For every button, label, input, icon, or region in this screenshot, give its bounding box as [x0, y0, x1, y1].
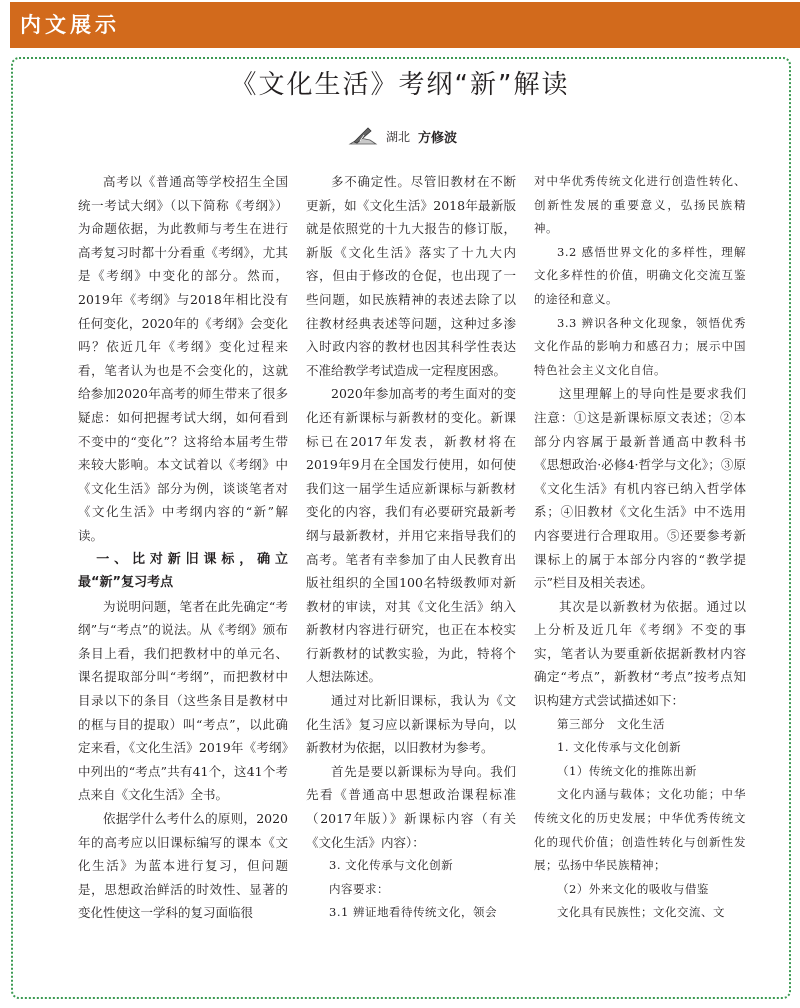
- paragraph: 这里理解上的导向性是要求我们注意：①这是新课标原文表述；②本部分内容属于最新普通高中教科书《思想政治·必修4·哲学与文化》；③原《文化生活》有机内容已纳入哲学体系；④旧教材《文化生活》中不选用内容要进行合理取用。⑤还要参考新课标上的属于本部分内容的“教学提示”栏目及相关表述。: [534, 386, 746, 591]
- paragraph: 其次是以新教材为依据。通过以上分析及近几年《考纲》不变的事实，笔者认为要重新依据新教材内容确定“考点”，新教材“考点”按考点知识构建方式尝试描述如下：: [534, 598, 746, 709]
- byline: [348, 125, 457, 147]
- outline-line: 第三部分 文化生活: [557, 716, 665, 731]
- quote-line: 3.1 辨证地看待传统文化，领会: [329, 905, 497, 920]
- quote-line: 3. 文化传承与文化创新: [329, 858, 454, 873]
- banner-bar: [10, 2, 800, 48]
- outline-line: 文化具有民族性；文化交流、文: [557, 905, 725, 920]
- quote-line: 内容要求：: [329, 881, 389, 896]
- outline-line: （1）传统文化的推陈出新: [557, 763, 697, 778]
- column-2: [306, 170, 516, 925]
- banner-label: 内文展示: [20, 13, 120, 37]
- article-title: 《文化生活》考纲“新”解读: [230, 70, 570, 100]
- paragraph: 首先是要以新课标为导向。我们先看《普通高中思想政治课程标准（2017年版）》新课标内容（有关《文化生活》内容）：: [306, 763, 516, 850]
- paragraph: 依据学什么考什么的原则，2020年的高考应以旧课标编写的课本《文化生活》为蓝本进行复习，但问题是，思想政治鲜活的时效性、显著的变化性使这一学科的复习面临很: [78, 811, 288, 921]
- quote-line: 对中华优秀传统文化进行创造性转化、创新性发展的重要意义，弘扬民族精神。: [534, 174, 746, 236]
- paragraph: 为说明问题，笔者在此先确定“考纲”与“考点”的说法。从《考纲》颁布条目上看，我们把教材中的单元名、课名提取部分叫“考纲”，而把教材中目录以下的条目（这些条目是教材中的框与目的提取）叫“考点”，以此确定来看，《文化生活》2019年《考纲》中列出的“考点”共有41个，这41个考点来自《文化生活》全书。: [78, 598, 288, 803]
- author-name: 方修波: [418, 130, 458, 146]
- column-1: [78, 170, 288, 925]
- paragraph: 高考以《普通高等学校招生全国统一考试大纲》（以下简称《考纲》）为命题依据，为此教师与考生在进行高考复习时都十分看重《考纲》，尤其是《考纲》中变化的部分。然而，2019年《考纲》与2018年相比没有任何变化，2020年的《考纲》会变化吗？依近几年《考纲》变化过程来看，笔者认为也是不会变化的，这就给参加2020年高考的师生带来了很多疑虑：如何把握考试大纲，如何看到不变中的“变化”？这将给本届考生带来较大影响。本文试着以《考纲》中《文化生活》部分为例，谈谈笔者对《文化生活》中考纲内容的“新”解读。: [78, 174, 288, 543]
- outline-line: 1. 文化传承与文化创新: [557, 740, 682, 755]
- paragraph: 多不确定性。尽管旧教材在不断更新，如《文化生活》2018年最新版就是依照党的十九大报告的修订版，新版《文化生活》落实了十九大内容，但由于修改的仓促，也出现了一些问题，如民族精神的表述去除了以往教材经典表述等问题，这种过多渗入时政内容的教材也因其科学性表达不准给教学考试造成一定程度困惑。: [306, 174, 516, 378]
- outline-line: （2）外来文化的吸收与借鉴: [557, 881, 709, 896]
- section-heading: 一、比对新旧课标，确立最“新”复习考点: [78, 551, 288, 591]
- quote-line: 3.2 感悟世界文化的多样性，理解文化多样性的价值，明确文化交流互鉴的途径和意义。: [534, 244, 746, 306]
- paragraph: 通过对比新旧课标，我认为《文化生活》复习应以新课标为导向，以新教材为依据，以旧教材为参考。: [306, 693, 516, 756]
- column-3: [534, 170, 746, 925]
- paragraph: 2020年参加高考的考生面对的变化还有新课标与新教材的变化。新课标已在2017年发表，新教材将在2019年9月在全国发行使用，如何使我们这一届学生适应新课标与新教材变化的内容，我们有必要研究最新考纲与最新教材，并用它来指导我们的高考。笔者有幸参加了由人民教育出版社组织的全国100名特级教师对新教材的审读，对其《文化生活》纳入新教材内容进行研究，也正在本校实行新教材的试教实验，为此，特将个人想法陈述。: [306, 386, 516, 685]
- outline-line: 文化内涵与载体；文化功能；中华传统文化的历史发展；中华优秀传统文化的现代价值；创造性转化与创新性发展；弘扬中华民族精神；: [534, 787, 746, 873]
- author-region: 湖北: [386, 129, 411, 144]
- quote-line: 3.3 辨识各种文化现象，领悟优秀文化作品的影响力和感召力；展示中国特色社会主义文化自信。: [534, 315, 746, 377]
- pen-writing-icon: [348, 126, 378, 146]
- section-banner: [0, 0, 800, 48]
